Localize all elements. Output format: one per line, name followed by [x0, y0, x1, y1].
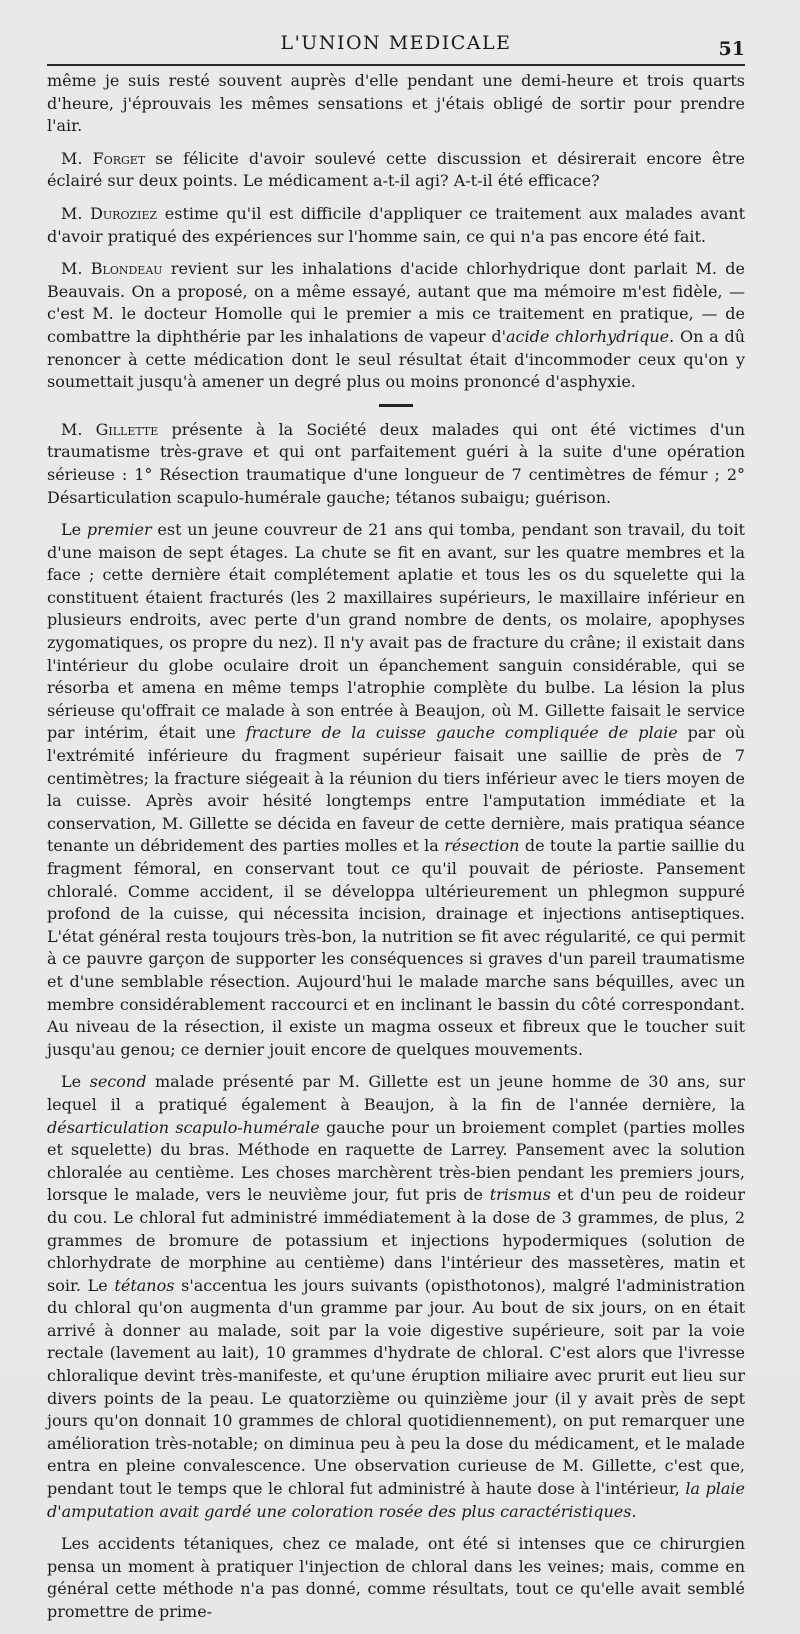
italic-text: trismus	[489, 1185, 551, 1205]
speaker-name: M. Blondeau	[61, 259, 163, 279]
paragraph-text: Le	[61, 1072, 90, 1092]
paragraph-text: et d'un peu de roideur du cou. Le chloral fut administré immédiatement à la dose de 3 grammes, de plus, 2 grammes de bromure de potassium et injections hypodermiques (solution de chlorhydrate de morphine au centième) dans l'intérieur des massetères, matin et soir. Le	[47, 1185, 745, 1295]
body-text	[47, 70, 745, 1634]
paragraph-blondeau	[47, 258, 745, 394]
italic-text: la plaie d'amputation avait gardé une coloration rosée des plus caractéristiques.	[47, 1479, 746, 1521]
paragraph-text: de toute la partie saillie du fragment fémoral, en conservant tout ce qu'il pouvait de périoste. Pansement chloralé. Comme accident, il se développa ultérieurement un phlegmon suppuré profond de la cuisse, qui nécessita incision, drainage et injections antiseptiques. L'état général resta toujours très-bon, la nutrition se fit avec régularité, ce qui permit à ce pauvre garçon de supporter les conséquences si graves d'un pareil traumatisme et d'une semblable résection. Aujourd'hui le malade marche sans béquilles, avec un membre considérablement raccourci et en inclinant le bassin du côté correspondant. Au niveau de la résection, il existe un magma osseux et fibreux que le toucher suit jusqu'au genou; ce dernier jouit encore de quelques mouvements.	[47, 836, 746, 1059]
paragraph-text: gauche pour un broiement complet (parties molles et squelette) du bras. Méthode en raquette de Larrey. Pansement avec la solution chloralée au centième. Les choses marchèrent très-bien pendant les premiers jours, lorsque le malade, vers le neuvième jour, fut pris de	[47, 1117, 745, 1205]
paragraph-text: présente à la Société deux malades qui ont été victimes d'un traumatisme très-grave et qui ont parfaitement guéri à la suite d'une opération sérieuse : 1° Résection traumatique d'une longueur de 7 centimètres de fémur ; 2° Désarticulation scapulo-humérale gauche; tétanos subaigu; guérison.	[47, 419, 745, 507]
header-rule	[47, 64, 745, 66]
italic-text: désarticulation scapulo-humérale	[47, 1117, 320, 1137]
paragraph-text: revient sur les inhalations d'acide chlorhydrique dont parlait M. de Beauvais. On a proposé, on a même essayé, autant que ma mémoire m'est fidèle, — c'est M. le docteur Homolle qui le premier a mis ce traitement en pratique, — de combattre la diphthérie par les inhalations de vapeur d'	[47, 259, 745, 346]
paragraph-text: malade présenté par M. Gillette est un jeune homme de 30 ans, sur lequel il a pratiqué également à Beaujon, à la fin de l'année dernière, la	[47, 1072, 745, 1114]
paragraph-text: s'accentua les jours suivants (opisthotonos), malgré l'administration du chloral qu'on augmenta d'un gramme par jour. Au bout de six jours, on en était arrivé à donner au malade, soit par la voie digestive supérieure, soit par la voie rectale (lavement au lait), 10 grammes d'hydrate de chloral. C'est alors que l'ivresse chloralique devint très-manifeste, et qu'une éruption miliaire avec prurit eut lieu sur divers points de la peau. Le quatorzième ou quinzième jour (il y avait près de sept jours qu'on donnait 10 grammes de chloral quotidiennement), on put remarquer une amélioration très-notable; on diminua peu à peu la dose du médicament, et le malade entra en pleine convalescence. Une observation curieuse de M. Gillette, c'est que, pendant tout le temps que le chloral fut administré à haute dose à l'intérieur,	[47, 1275, 745, 1499]
paragraph-text: est un jeune couvreur de 21 ans qui tomba, pendant son travail, du toit d'une maison de sept étages. La chute se fit en avant, sur les quatre membres et la face ; cette dernière était complétement aplatie et tous les os du squelette qui la constituent étaient fracturés (les 2 maxillaires supérieurs, le maxillaire inférieur en plusieurs endroits, avec perte d'un grand nombre de dents, os molaire, apophyses zygomatiques, os propre du nez). Il n'y avait pas de fracture du crâne; il existait dans l'intérieur du globe oculaire droit un épanchement sanguin considérable, qui se résorba et amena en même temps l'atrophie complète du bulbe. La lésion la plus sérieuse qu'offrait ce malade à son entrée à Beaujon, où M. Gillette faisait le service par intérim, était une	[47, 520, 745, 743]
paragraph-forget	[47, 148, 745, 193]
speaker-name: M. Forget	[61, 148, 146, 168]
paragraph-text: se félicite d'avoir soulevé cette discussion et désirerait encore être éclairé sur deux points. Le médicament a-t-il agi? A-t-il été efficace?	[47, 148, 745, 191]
running-title: L'UNION MEDICALE	[280, 32, 512, 54]
speaker-name: M. Gillette	[61, 419, 159, 439]
page-number: 51	[718, 38, 745, 60]
paragraph-text: Le	[61, 520, 87, 540]
paragraph-text: On a dû renoncer à cette médication dont le seul résultat était d'incommoder ceux qu'on y soumettait jusqu'à amener un degré plus ou moins prononcé d'asphyxie.	[47, 326, 745, 392]
paragraph-second-patient	[47, 1071, 745, 1523]
italic-text: acide chlorhydrique.	[506, 326, 675, 346]
paragraph-gillette	[47, 419, 745, 509]
italic-text: premier	[86, 520, 152, 540]
paragraph-text: estime qu'il est difficile d'appliquer ce traitement aux malades avant d'avoir pratiqué des expériences sur l'homme sain, ce qui n'a pas encore été fait.	[47, 203, 745, 246]
italic-text: tétanos	[114, 1275, 175, 1295]
speaker-name: M. Duroziez	[61, 203, 158, 223]
italic-text: résection	[444, 836, 520, 856]
section-separator	[379, 404, 413, 407]
paragraph-tetanic-accidents: Les accidents tétaniques, chez ce malade, ont été si intenses que ce chirurgien pensa un moment à pratiquer l'injection de chloral dans les veines; mais, comme en général cette méthode n'a pas donné, comme résultats, tout ce qu'elle avait semblé promettre de prime-	[47, 1534, 745, 1621]
paragraph-duroziez	[47, 203, 745, 248]
italic-text: second	[89, 1072, 147, 1092]
page-header	[47, 30, 745, 64]
paragraph-first-patient	[47, 519, 745, 1061]
italic-text: fracture de la cuisse gauche compliquée de plaie	[245, 723, 678, 743]
paragraph-text: par où l'extrémité inférieure du fragment supérieur faisait une saillie de près de 7 centimètres; la fracture siégeait à la réunion du tiers inférieur avec le tiers moyen de la cuisse. Après avoir hésité longtemps entre l'amputation immédiate et la conservation, M. Gillette se décida en faveur de cette dernière, mais pratiqua séance tenante un débridement des parties molles et la	[47, 723, 746, 856]
paragraph-continuation: même je suis resté souvent auprès d'elle pendant une demi-heure et trois quarts d'heure, j'éprouvais les mêmes sensations et j'étais obligé de sortir pour prendre l'air.	[47, 71, 745, 136]
